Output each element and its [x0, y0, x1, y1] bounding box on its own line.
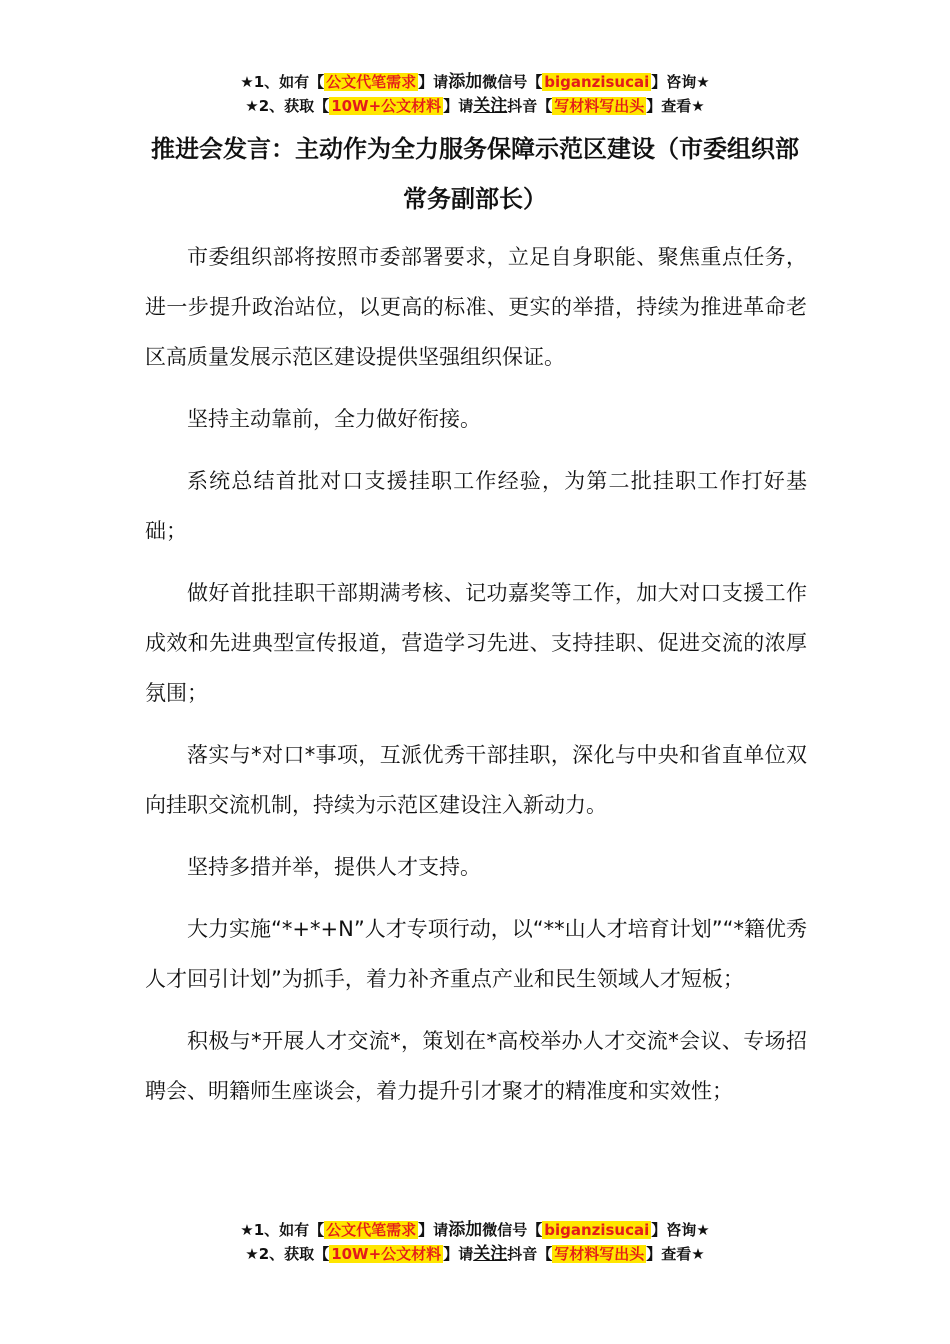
- banner-line-2: [0, 1242, 950, 1266]
- banner-line-2: [0, 94, 950, 118]
- header-banner: [0, 70, 950, 118]
- banner-text: ★2、获取【: [245, 1245, 330, 1263]
- banner-text: 】咨询★: [651, 1221, 710, 1239]
- banner-text: 微信号【: [482, 73, 543, 91]
- banner-text: 】请: [418, 73, 449, 91]
- paragraph: 落实与*对口*事项，互派优秀干部挂职，深化与中央和省直单位双向挂职交流机制，持续为示范区建设注入新动力。: [145, 743, 807, 817]
- banner-text: ★2、获取【: [245, 97, 330, 115]
- banner-emphasis: 关注: [473, 96, 508, 116]
- banner-text: 抖音【: [507, 97, 553, 115]
- paragraph: 市委组织部将按照市委部署要求，立足自身职能、聚焦重点任务，进一步提升政治站位，以更高的标准、更实的举措，持续为推进革命老区高质量发展示范区建设提供坚强组织保证。: [145, 245, 807, 369]
- banner-text: 抖音【: [507, 1245, 553, 1263]
- banner-line-1: [0, 70, 950, 94]
- banner-text: ★1、如有【: [240, 73, 325, 91]
- paragraph: 大力实施“*+*+N”人才专项行动，以“**山人才培育计划”“*籍优秀人才回引计划”为抓手，着力补齐重点产业和民生领域人才短板；: [145, 917, 807, 991]
- banner-highlight: 10W+公文材料: [331, 1245, 442, 1263]
- banner-emphasis: 添加: [448, 72, 483, 92]
- banner-highlight: 公文代笔需求: [326, 1221, 417, 1239]
- banner-text: ★1、如有【: [240, 1221, 325, 1239]
- paragraph: 做好首批挂职干部期满考核、记功嘉奖等工作，加大对口支援工作成效和先进典型宣传报道，营造学习先进、支持挂职、促进交流的浓厚氛围；: [145, 581, 807, 705]
- paragraph: 积极与*开展人才交流*，策划在*高校举办人才交流*会议、专场招聘会、明籍师生座谈会，着力提升引才聚才的精准度和实效性；: [145, 1029, 807, 1103]
- banner-text: 】请: [443, 1245, 474, 1263]
- banner-text: 】请: [443, 97, 474, 115]
- banner-highlight: 10W+公文材料: [331, 97, 442, 115]
- banner-text: 】查看★: [646, 97, 705, 115]
- banner-text: 】请: [418, 1221, 449, 1239]
- banner-emphasis: 关注: [473, 1244, 508, 1264]
- banner-line-1: [0, 1218, 950, 1242]
- banner-highlight: 写材料写出头: [554, 97, 645, 115]
- section-heading: 坚持多措并举，提供人才支持。: [187, 855, 481, 879]
- banner-text: 】咨询★: [651, 73, 710, 91]
- banner-highlight: 公文代笔需求: [326, 73, 417, 91]
- banner-text: 】查看★: [646, 1245, 705, 1263]
- document-body: [145, 232, 807, 1128]
- document-title: 推进会发言：主动作为全力服务保障示范区建设（市委组织部常务副部长）: [151, 135, 799, 213]
- paragraph: 系统总结首批对口支援挂职工作经验，为第二批挂职工作打好基础；: [145, 469, 807, 543]
- banner-emphasis: 添加: [448, 1220, 483, 1240]
- section-heading: 坚持主动靠前，全力做好衔接。: [187, 407, 481, 431]
- banner-highlight: biganzisucai: [544, 1221, 650, 1239]
- banner-highlight: 写材料写出头: [554, 1245, 645, 1263]
- banner-highlight: biganzisucai: [544, 73, 650, 91]
- footer-banner: [0, 1218, 950, 1266]
- banner-text: 微信号【: [482, 1221, 543, 1239]
